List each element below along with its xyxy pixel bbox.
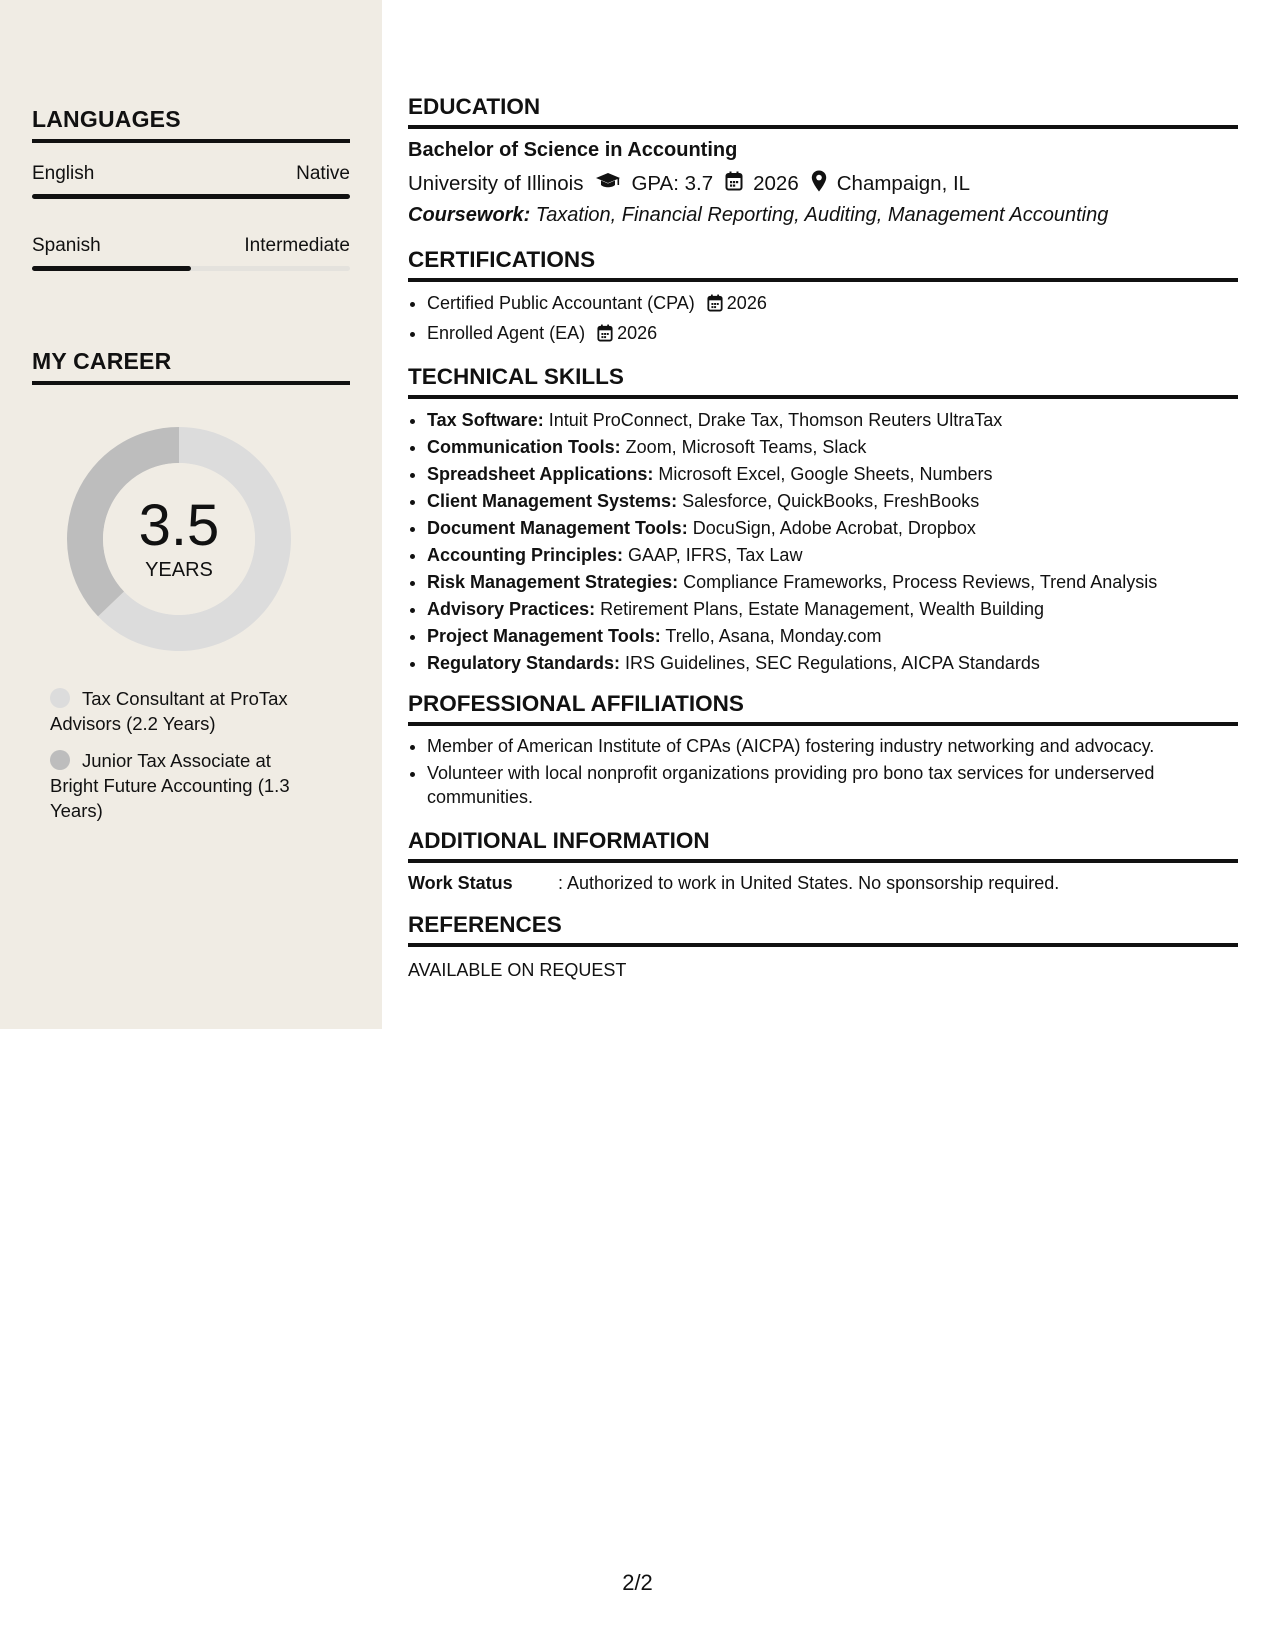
skill-item	[427, 488, 1238, 515]
skill-value: Zoom, Microsoft Teams, Slack	[620, 437, 867, 457]
references-section	[408, 912, 1238, 981]
career-heading: MY CAREER	[32, 348, 350, 385]
skill-item	[427, 407, 1238, 434]
affiliations-list	[408, 734, 1238, 809]
technical-skills-heading: TECHNICAL SKILLS	[408, 364, 1238, 399]
references-heading: REFERENCES	[408, 912, 1238, 947]
career-legend-item	[50, 748, 320, 823]
certification-item	[427, 320, 1238, 350]
skill-label: Advisory Practices:	[427, 599, 596, 619]
graduation-cap-icon	[595, 172, 621, 196]
skill-value: Salesforce, QuickBooks, FreshBooks	[677, 491, 980, 511]
calendar-icon	[707, 293, 723, 320]
skill-value: IRS Guidelines, SEC Regulations, AICPA Standards	[620, 653, 1040, 673]
skill-item	[427, 542, 1238, 569]
skill-label: Document Management Tools:	[427, 518, 688, 538]
language-proficiency-fill	[32, 266, 191, 271]
skills-list	[408, 407, 1238, 677]
legend-dot	[50, 688, 70, 708]
additional-info-heading: ADDITIONAL INFORMATION	[408, 828, 1238, 863]
education-section	[408, 94, 1238, 227]
skill-label: Project Management Tools:	[427, 626, 661, 646]
language-name: Spanish	[32, 235, 101, 256]
map-pin-icon	[811, 170, 827, 198]
graduation-year: 2026	[753, 172, 799, 195]
gpa: GPA: 3.7	[631, 172, 714, 195]
career-item-text: Junior Tax Associate at Bright Future Accounting (1.3 Years)	[50, 750, 290, 821]
skill-label: Client Management Systems:	[427, 491, 678, 511]
work-status-value: : Authorized to work in United States. No sponsorship required.	[558, 873, 1060, 893]
skill-item	[427, 515, 1238, 542]
school-location: Champaign, IL	[836, 172, 971, 195]
skill-value: Retirement Plans, Estate Management, Wealth Building	[595, 599, 1044, 619]
calendar-icon	[597, 323, 613, 350]
skill-value: DocuSign, Adobe Acrobat, Dropbox	[687, 518, 976, 538]
coursework-list: Taxation, Financial Reporting, Auditing, Management Accounting	[530, 204, 1109, 226]
certification-name: Enrolled Agent (EA)	[427, 323, 586, 343]
skill-label: Tax Software:	[427, 410, 544, 430]
skill-item	[427, 434, 1238, 461]
skill-value: Compliance Frameworks, Process Reviews, Trend Analysis	[678, 572, 1158, 592]
skill-label: Spreadsheet Applications:	[427, 464, 654, 484]
career-legend-item	[50, 686, 320, 736]
education-heading: EDUCATION	[408, 94, 1238, 129]
school-name: University of Illinois	[408, 172, 584, 195]
skill-value: Intuit ProConnect, Drake Tax, Thomson Reuters UltraTax	[543, 410, 1003, 430]
work-status-label: Work Status	[408, 873, 513, 893]
skill-label: Accounting Principles:	[427, 545, 624, 565]
skill-value: Trello, Asana, Monday.com	[660, 626, 882, 646]
skill-item	[427, 650, 1238, 677]
languages-section	[32, 106, 350, 271]
language-level: Native	[296, 163, 350, 184]
skill-label: Risk Management Strategies:	[427, 572, 679, 592]
certification-name: Certified Public Accountant (CPA)	[427, 293, 695, 313]
skill-item	[427, 461, 1238, 488]
main-content	[408, 94, 1238, 981]
skill-item	[427, 623, 1238, 650]
sidebar	[0, 0, 382, 1029]
skill-value: Microsoft Excel, Google Sheets, Numbers	[653, 464, 993, 484]
certifications-list	[408, 290, 1238, 350]
career-years-label: YEARS	[145, 558, 213, 581]
skill-value: GAAP, IFRS, Tax Law	[623, 545, 803, 565]
skill-label: Communication Tools:	[427, 437, 621, 457]
education-details	[408, 170, 1238, 198]
career-legend	[50, 686, 320, 835]
certification-year: 2026	[617, 323, 658, 343]
certifications-section	[408, 247, 1238, 350]
affiliations-heading: PROFESSIONAL AFFILIATIONS	[408, 691, 1238, 726]
language-proficiency-fill	[32, 194, 350, 199]
affiliations-section	[408, 691, 1238, 809]
language-proficiency-bar	[32, 194, 350, 199]
career-donut-chart	[66, 426, 292, 652]
page-number: 2/2	[622, 1570, 653, 1595]
career-section	[32, 348, 350, 385]
work-status-row	[408, 873, 1238, 894]
language-item	[32, 163, 350, 199]
certification-year: 2026	[726, 293, 767, 313]
certification-item	[427, 290, 1238, 320]
language-proficiency-bar	[32, 266, 350, 271]
coursework-label: Coursework:	[408, 204, 531, 226]
certifications-heading: CERTIFICATIONS	[408, 247, 1238, 282]
affiliation-item: • Member of American Institute of CPAs (AICPA) fostering industry networking and advocacy.	[427, 734, 1238, 758]
skill-item	[427, 596, 1238, 623]
language-name: English	[32, 163, 95, 184]
references-text: AVAILABLE ON REQUEST	[408, 960, 627, 980]
skill-item	[427, 569, 1238, 596]
degree: Bachelor of Science in Accounting	[408, 139, 738, 161]
affiliation-item: • Volunteer with local nonprofit organizations providing pro bono tax services for underserved communities.	[427, 761, 1238, 809]
calendar-icon	[725, 171, 743, 197]
technical-skills-section	[408, 364, 1238, 677]
coursework	[408, 204, 1238, 227]
legend-dot	[50, 750, 70, 770]
additional-info-section	[408, 828, 1238, 894]
language-level: Intermediate	[244, 235, 350, 256]
career-item-text: Tax Consultant at ProTax Advisors (2.2 Years)	[50, 688, 288, 734]
skill-label: Regulatory Standards:	[427, 653, 621, 673]
language-item	[32, 235, 350, 271]
career-total-years: 3.5	[138, 492, 220, 558]
languages-heading: LANGUAGES	[32, 106, 350, 143]
